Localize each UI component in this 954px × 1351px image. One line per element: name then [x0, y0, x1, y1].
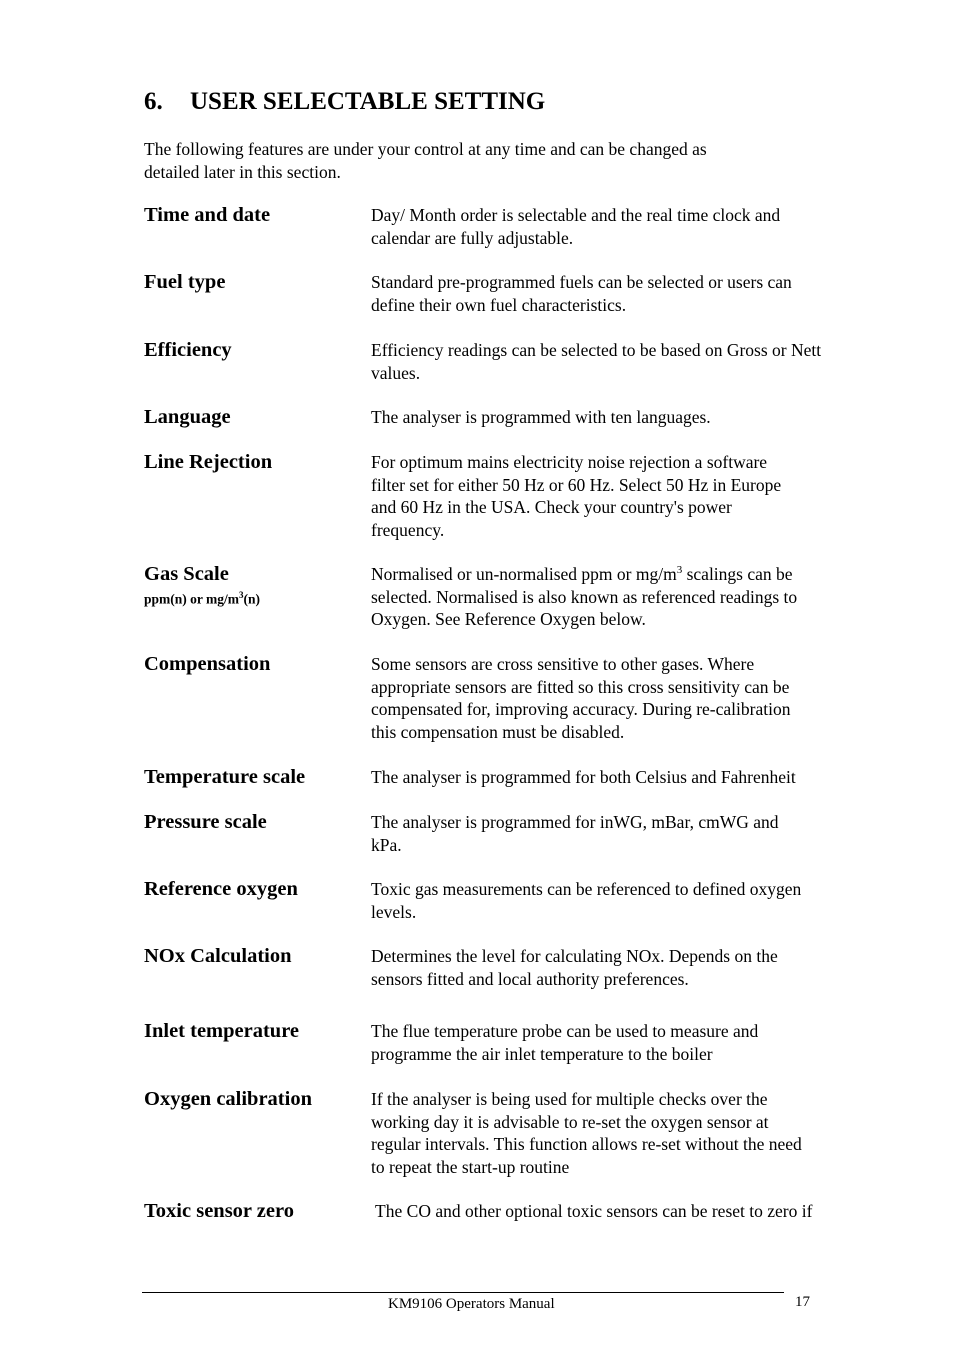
desc-line: The analyser is programmed for both Celsius and Fahrenheit	[371, 767, 796, 787]
desc-pressure-scale	[371, 811, 871, 856]
desc-line: Oxygen. See Reference Oxygen below.	[371, 609, 646, 630]
desc-line: appropriate sensors are fitted so this cross sensitivity can be	[371, 676, 790, 697]
desc-line: Normalised or un-normalised ppm or mg/m	[371, 564, 677, 584]
desc-line: frequency.	[371, 520, 445, 541]
desc-oxygen-calibration	[371, 1088, 871, 1179]
desc-superscript: 3	[676, 564, 683, 577]
desc-line: The flue temperature probe can be used to measure and	[371, 1021, 759, 1041]
intro-paragraph	[144, 138, 784, 184]
term-compensation: Compensation	[144, 653, 271, 675]
desc-line: Day/ Month order is selectable and the real time clock and	[371, 205, 781, 225]
desc-time-and-date	[371, 204, 871, 249]
gas-scale-units	[144, 586, 260, 609]
desc-line: If the analyser is being used for multiple checks over the	[371, 1089, 768, 1109]
desc-line: levels.	[371, 901, 417, 922]
term-reference-oxygen: Reference oxygen	[144, 878, 298, 900]
term-toxic-sensor-zero: Toxic sensor zero	[144, 1200, 294, 1222]
desc-line: For optimum mains electricity noise rejection a software	[371, 452, 768, 472]
term-fuel-type: Fuel type	[144, 271, 226, 293]
desc-line-rejection	[371, 451, 871, 542]
desc-line: scalings can be	[682, 564, 793, 584]
desc-temperature-scale	[371, 766, 871, 789]
desc-line: and 60 Hz in the USA. Check your country's power	[371, 497, 732, 518]
term-nox-calculation: NOx Calculation	[144, 945, 292, 967]
desc-inlet-temperature	[371, 1020, 871, 1065]
desc-line: Toxic gas measurements can be referenced to defined oxygen	[371, 879, 802, 899]
desc-line: The CO and other optional toxic sensors can be reset to zero if	[371, 1201, 813, 1221]
desc-line: compensated for, improving accuracy. During re-calibration	[371, 699, 791, 720]
desc-line: this compensation must be disabled.	[371, 722, 625, 743]
desc-line: define their own fuel characteristics.	[371, 294, 627, 315]
desc-line: calendar are fully adjustable.	[371, 227, 574, 248]
term-language: Language	[144, 406, 231, 428]
term-time-and-date: Time and date	[144, 204, 271, 226]
units-text: (n)	[243, 591, 261, 607]
desc-gas-scale	[371, 563, 871, 631]
desc-line: Efficiency readings can be selected to be based on Gross or Nett	[371, 340, 822, 360]
desc-line: working day it is advisable to re-set the oxygen sensor at	[371, 1111, 769, 1132]
section-number: 6.	[144, 88, 163, 115]
term-oxygen-calibration: Oxygen calibration	[144, 1088, 312, 1110]
units-superscript: 3	[239, 590, 244, 600]
section-heading	[144, 88, 545, 116]
page-number: 17	[795, 1294, 810, 1310]
desc-line: filter set for either 50 Hz or 60 Hz. Select 50 Hz in Europe	[371, 474, 782, 495]
footer-manual-title: KM9106 Operators Manual	[388, 1296, 555, 1312]
footer-rule	[142, 1292, 784, 1293]
term-efficiency: Efficiency	[144, 339, 232, 361]
desc-line: Standard pre-programmed fuels can be selected or users can	[371, 272, 792, 292]
desc-line: selected. Normalised is also known as referenced readings to	[371, 586, 798, 607]
intro-line: The following features are under your control at any time and can be changed as	[144, 139, 707, 159]
term-line-rejection: Line Rejection	[144, 451, 273, 473]
desc-line: kPa.	[371, 834, 402, 855]
desc-line: The analyser is programmed with ten languages.	[371, 407, 711, 427]
desc-line: to repeat the start-up routine	[371, 1157, 570, 1178]
desc-language	[371, 406, 871, 429]
desc-line: Some sensors are cross sensitive to other gases. Where	[371, 654, 755, 674]
term-gas-scale-label: Gas Scale	[144, 563, 229, 585]
term-pressure-scale: Pressure scale	[144, 811, 267, 833]
section-title: USER SELECTABLE SETTING	[190, 88, 546, 115]
desc-line: The analyser is programmed for inWG, mBar, cmWG and	[371, 812, 779, 832]
desc-line: sensors fitted and local authority preferences.	[371, 968, 689, 989]
desc-efficiency	[371, 339, 871, 384]
desc-line: values.	[371, 362, 421, 383]
desc-line: Determines the level for calculating NOx. Depends on the	[371, 946, 778, 966]
units-text: ppm(n) or mg/m	[144, 591, 240, 607]
intro-line: detailed later in this section.	[144, 162, 341, 182]
desc-fuel-type	[371, 271, 871, 316]
desc-line: regular intervals. This function allows re-set without the need	[371, 1134, 802, 1155]
term-inlet-temperature: Inlet temperature	[144, 1020, 300, 1042]
desc-toxic-sensor-zero	[371, 1200, 871, 1223]
desc-reference-oxygen	[371, 878, 871, 923]
desc-line: programme the air inlet temperature to the boiler	[371, 1043, 713, 1064]
desc-compensation	[371, 653, 871, 744]
term-temperature-scale: Temperature scale	[144, 766, 306, 788]
term-gas-scale	[144, 562, 260, 609]
desc-nox-calculation	[371, 945, 871, 990]
